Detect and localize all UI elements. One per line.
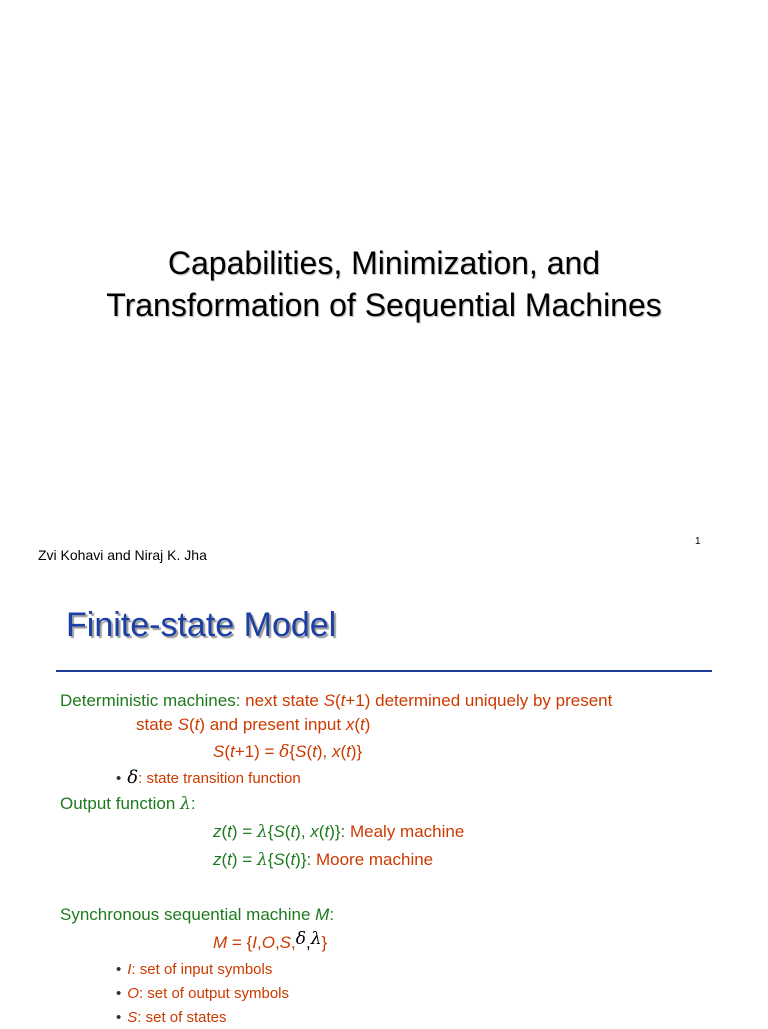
output-function-line <box>60 793 196 815</box>
m-p2: ) = <box>231 822 257 841</box>
m-p4: ), <box>295 822 311 841</box>
mo-s: S <box>273 850 285 869</box>
tuple-s: S <box>279 933 292 952</box>
sync-m: M <box>315 905 330 924</box>
title-divider <box>56 670 712 672</box>
delta-bullet <box>116 767 301 790</box>
bullet-text: : set of input symbols <box>131 961 273 978</box>
m-p6: )} <box>329 822 341 841</box>
eq-p4: ), <box>316 742 332 761</box>
output-fn-colon: : <box>190 794 196 813</box>
bullet-sym-s: S <box>127 1009 138 1026</box>
deterministic-label: Deterministic machines: <box>60 691 246 710</box>
tuple-delta: δ <box>295 929 306 949</box>
tuple-lambda: λ <box>310 929 322 949</box>
bullet-input-symbols <box>116 959 272 981</box>
m-t3: t <box>324 822 330 841</box>
det-t: t <box>340 691 346 710</box>
eq-s2: S <box>295 742 307 761</box>
tuple-o: O <box>261 933 275 952</box>
slide-title <box>0 242 768 326</box>
det-state: state <box>136 715 178 734</box>
sync-machine-line <box>60 904 334 926</box>
slide-2-title: Finite-state Model <box>66 606 337 644</box>
bullet-output-symbols <box>116 983 289 1005</box>
eq-t3: t <box>346 742 351 761</box>
m-lambda: λ <box>256 822 268 842</box>
sync-colon: : <box>329 905 335 924</box>
bullet-sym-i: I <box>127 961 132 978</box>
m-p1: ( <box>221 822 228 841</box>
mo-b1: { <box>267 850 274 869</box>
mo-p4: )} <box>295 850 307 869</box>
bullet-dot: • <box>116 1009 122 1026</box>
det-s: S <box>323 691 335 710</box>
mo-z: z <box>213 850 222 869</box>
deterministic-line-2 <box>136 714 370 736</box>
lambda-symbol: λ <box>180 794 191 814</box>
bullet-dot: • <box>116 985 122 1002</box>
det-paren-4: ) <box>364 715 371 734</box>
mo-colon: : <box>306 850 316 869</box>
eq-s: S <box>213 742 225 761</box>
mealy-equation <box>213 821 464 843</box>
output-fn-label: Output function <box>60 794 181 813</box>
author-footer: Zvi Kohavi and Niraj K. Jha <box>38 547 207 563</box>
mo-p3: ( <box>284 850 291 869</box>
eq-p: ( <box>224 742 231 761</box>
eq-t: t <box>230 742 235 761</box>
delta-desc: : state transition function <box>138 770 301 787</box>
m-b1: { <box>267 822 274 841</box>
det-paren-2: ( <box>188 715 195 734</box>
det-x: x <box>345 715 355 734</box>
bullet-sym-o: O <box>127 985 139 1002</box>
tuple-c3: , <box>291 933 296 952</box>
det-input-text: ) and present input <box>199 715 346 734</box>
mo-t2: t <box>290 850 296 869</box>
mo-p1: ( <box>221 850 228 869</box>
tuple-c1: , <box>256 933 262 952</box>
slide-title-line-2: Transformation of Sequential Machines <box>106 287 662 323</box>
eq-p5: ( <box>340 742 347 761</box>
m-s: S <box>273 822 285 841</box>
slide-title-line-1: Capabilities, Minimization, and <box>167 245 601 281</box>
m-p5: ( <box>318 822 325 841</box>
mo-p2: ) = <box>231 850 257 869</box>
eq-b: { <box>289 742 296 761</box>
bullet-dot: • <box>116 961 122 978</box>
det-s-2: S <box>177 715 189 734</box>
tuple-c2: , <box>274 933 280 952</box>
moore-machine-label: Moore machine <box>315 850 434 869</box>
det-text-2: +1) determined uniquely by present <box>345 691 613 710</box>
mealy-machine-label: Mealy machine <box>349 822 465 841</box>
eq-p6: )} <box>350 742 363 761</box>
eq-p3: ( <box>306 742 313 761</box>
m-t: t <box>227 822 232 841</box>
tuple-i: I <box>252 933 257 952</box>
deterministic-line-1 <box>60 690 612 712</box>
m-x: x <box>310 822 319 841</box>
bullet-text: : set of output symbols <box>138 985 290 1002</box>
m-p3: ( <box>284 822 291 841</box>
transition-equation <box>213 741 362 763</box>
delta-icon: δ <box>127 767 139 788</box>
det-t-2: t <box>194 715 200 734</box>
eq-x: x <box>331 742 341 761</box>
det-paren: ( <box>334 691 341 710</box>
machine-tuple <box>213 929 328 954</box>
bullet-dot: • <box>116 770 122 787</box>
eq-p2: +1) = <box>234 742 280 761</box>
m-colon: : <box>340 822 350 841</box>
tuple-c4: , <box>306 933 311 952</box>
tuple-eq: = { <box>227 933 253 952</box>
mo-lambda: λ <box>256 850 268 870</box>
page-number: 1 <box>695 536 701 547</box>
mo-t: t <box>227 850 232 869</box>
tuple-end: } <box>321 933 328 952</box>
det-text: next state <box>245 691 324 710</box>
tuple-m: M <box>213 933 228 952</box>
m-z: z <box>213 822 222 841</box>
sync-label: Synchronous sequential machine <box>60 905 316 924</box>
moore-equation <box>213 849 433 871</box>
det-paren-3: ( <box>354 715 360 734</box>
eq-t2: t <box>312 742 317 761</box>
bullet-states <box>116 1007 227 1029</box>
delta-symbol: δ <box>279 742 290 762</box>
det-t-3: t <box>360 715 365 734</box>
m-t2: t <box>290 822 296 841</box>
bullet-text: : set of states <box>137 1009 227 1026</box>
